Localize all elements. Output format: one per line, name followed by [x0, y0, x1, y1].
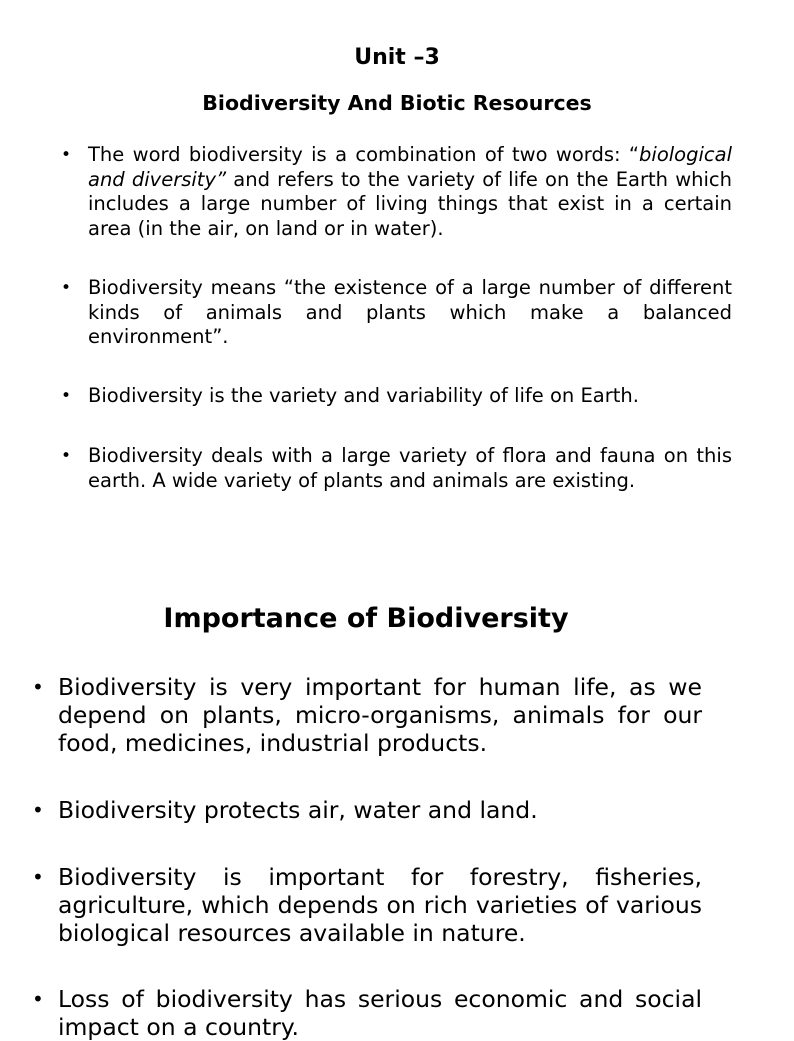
bullet-icon: • [32, 865, 44, 889]
bullet-list [62, 276, 732, 350]
section-heading: Importance of Biodiversity [163, 603, 569, 634]
section-title: Biodiversity And Biotic Resources [202, 91, 592, 115]
bullet-text: Loss of biodiversity has serious economic and social impact on a country. [58, 985, 702, 1041]
bullet-icon: • [32, 798, 44, 822]
bullet-icon: • [61, 145, 72, 165]
list-item [62, 384, 732, 409]
list-item [32, 673, 702, 757]
bullet-text: Biodiversity deals with a large variety of flora and fauna on this earth. A wide variety of plants and animals are existing. [88, 444, 732, 492]
list-item [32, 985, 702, 1041]
list-item [32, 863, 702, 947]
bullet-icon: • [61, 386, 72, 406]
bullet-list [32, 985, 702, 1041]
list-item [32, 796, 702, 824]
bullet-icon: • [32, 675, 44, 699]
slide-importance [0, 540, 768, 1041]
bullet-list [62, 444, 732, 493]
list-item [62, 143, 732, 241]
bullet-text-italic: biological and diversity” [88, 143, 732, 191]
bullet-text: Biodiversity protects air, water and land. [58, 796, 538, 824]
bullet-text: Biodiversity is important for forestry, fisheries, agriculture, which depends on rich varieties of various biological resources available in nature. [58, 863, 702, 947]
bullet-list [32, 863, 702, 947]
bullet-list [32, 796, 702, 824]
list-item [62, 276, 732, 350]
unit-title: Unit –3 [354, 45, 440, 70]
bullet-list [62, 384, 732, 409]
bullet-text [88, 143, 732, 240]
bullet-icon: • [32, 987, 44, 1011]
bullet-icon: • [61, 278, 72, 298]
bullet-list [62, 143, 732, 241]
bullet-text: Biodiversity is the variety and variability of life on Earth. [88, 384, 639, 407]
bullet-icon: • [61, 446, 72, 466]
bullet-text-part: and refers to the variety of life on the Earth which includes a large number of living things that exist in a certain area (in the air, on land or in water). [88, 167, 732, 240]
list-item [62, 444, 732, 493]
bullet-text: Biodiversity is very important for human life, as we depend on plants, micro-organisms, animals for our food, medicines, industrial products. [58, 673, 702, 757]
bullet-list [32, 673, 702, 757]
bullet-text-part: The word biodiversity is a combination of two words: “ [88, 143, 640, 166]
bullet-text: Biodiversity means “the existence of a large number of different kinds of animals and plants which make a balanced environment”. [88, 276, 732, 348]
